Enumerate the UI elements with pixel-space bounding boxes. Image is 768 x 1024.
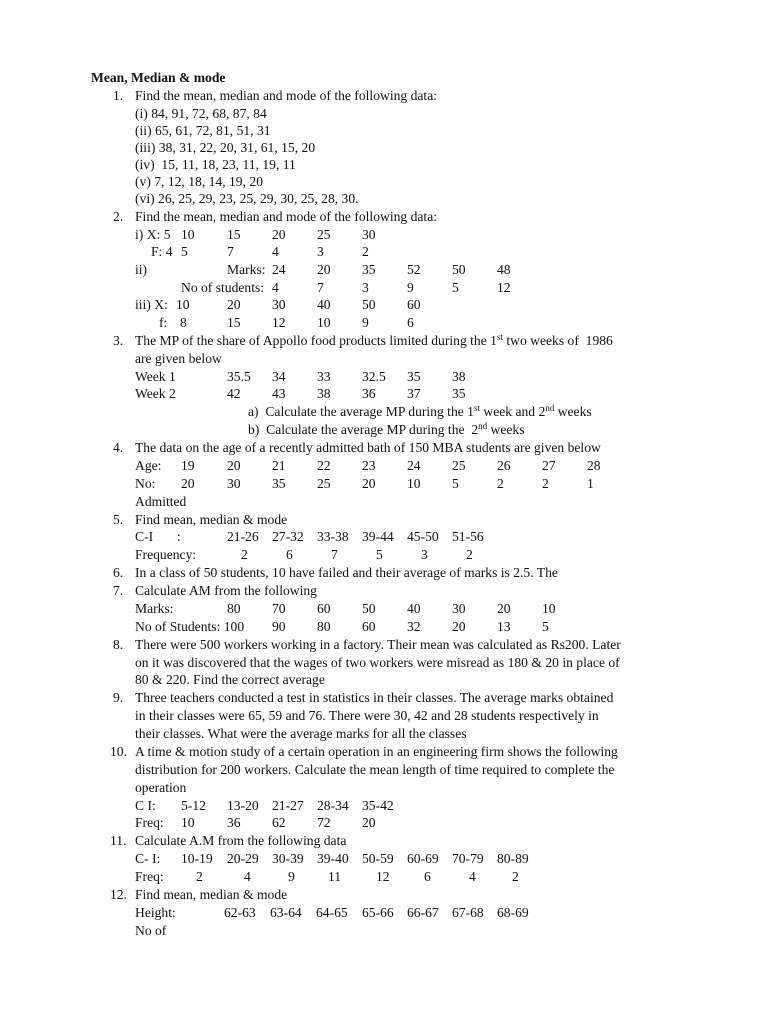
question-number-8: 8. (113, 637, 124, 652)
question-1-item: (iv) 15, 11, 18, 23, 11, 19, 11 (135, 157, 296, 172)
q2-students-label: No of students: (181, 280, 265, 295)
table-cell: 10-19 (181, 851, 213, 866)
table-cell: 60 (317, 601, 331, 616)
question-8-line: There were 500 workers working in a factory. Their mean was calculated as Rs200. Later (135, 637, 621, 652)
table-cell: 36 (362, 386, 376, 401)
q4-age-label: Age: (135, 458, 162, 473)
table-cell: 33 (317, 369, 331, 384)
question-8-line: on it was discovered that the wages of two workers were misread as 180 & 20 in place of (135, 655, 620, 670)
table-cell: 13-20 (227, 798, 259, 813)
table-cell: 38 (452, 369, 466, 384)
table-cell: 25 (317, 476, 331, 491)
question-1-prompt: Find the mean, median and mode of the following data: (135, 88, 438, 103)
table-cell: 70 (272, 601, 286, 616)
text-run: weeks (487, 422, 525, 437)
table-cell: 63-64 (270, 905, 302, 920)
table-cell: 39-40 (317, 851, 349, 866)
question-3-subpart-a (248, 403, 592, 421)
table-cell: 2 (362, 244, 369, 259)
q7-marks-label: Marks: (135, 601, 174, 616)
table-cell: 30-39 (272, 851, 304, 866)
table-cell: 22 (317, 458, 331, 473)
question-1-item: (iii) 38, 31, 22, 20, 31, 61, 15, 20 (135, 140, 316, 155)
table-cell: 21-27 (272, 798, 304, 813)
table-cell: 13 (497, 619, 511, 634)
table-cell: 24 (272, 262, 286, 277)
q2-part1-f-label: F: 4 (151, 244, 173, 259)
q2-marks-label: Marks: (227, 262, 266, 277)
question-3-subpart-b (248, 421, 525, 439)
table-cell: 2 (466, 547, 473, 562)
table-cell: 27-32 (272, 529, 304, 544)
document-title: Mean, Median & mode (91, 70, 226, 85)
table-cell: 35 (452, 386, 466, 401)
table-cell: 30 (362, 227, 376, 242)
table-cell: 50 (362, 297, 376, 312)
table-cell: 51-56 (452, 529, 484, 544)
question-9-line: Three teachers conducted a test in statistics in their classes. The average marks obtained (135, 690, 614, 705)
table-cell: 2 (241, 547, 248, 562)
table-cell: 26 (497, 458, 511, 473)
superscript: st (496, 332, 503, 342)
table-cell: 20 (497, 601, 511, 616)
q5-freq-label: Frequency: (135, 547, 197, 562)
table-cell: 12 (272, 315, 286, 330)
q10-freq-label: Freq: (135, 815, 164, 830)
table-cell: 25 (452, 458, 466, 473)
table-cell: 23 (362, 458, 376, 473)
table-cell: 70-79 (452, 851, 484, 866)
table-cell: 50 (452, 262, 466, 277)
table-cell: 35.5 (227, 369, 251, 384)
table-cell: 68-69 (497, 905, 529, 920)
table-cell: 52 (407, 262, 421, 277)
table-cell: 20 (181, 476, 195, 491)
table-cell: 60 (407, 297, 421, 312)
table-cell: 5-12 (181, 798, 206, 813)
q12-height-label: Height: (135, 905, 176, 920)
table-cell: 20 (227, 297, 241, 312)
table-cell: 2 (512, 869, 519, 884)
table-cell: 32 (407, 619, 421, 634)
question-7-prompt: Calculate AM from the following (135, 583, 317, 598)
table-cell: 35-42 (362, 798, 394, 813)
table-cell: 48 (497, 262, 511, 277)
table-cell: 45-50 (407, 529, 439, 544)
question-number-12: 12. (110, 887, 127, 902)
table-cell: 80-89 (497, 851, 529, 866)
table-cell: 15 (227, 227, 241, 242)
question-number-9: 9. (113, 690, 124, 705)
q2-part3-f-label: f: (159, 315, 168, 330)
table-cell: 21-26 (227, 529, 259, 544)
table-cell: 67-68 (452, 905, 484, 920)
table-cell: 33-38 (317, 529, 349, 544)
table-cell: 4 (469, 869, 476, 884)
table-cell: 40 (407, 601, 421, 616)
table-cell: 27 (542, 458, 556, 473)
table-cell: 65-66 (362, 905, 394, 920)
question-4-footer: Admitted (135, 494, 187, 509)
question-10-line: distribution for 200 workers. Calculate the mean length of time required to complete the (135, 762, 615, 777)
table-cell: 20-29 (227, 851, 259, 866)
question-9-line: in their classes were 65, 59 and 76. There were 30, 42 and 28 students respectively in (135, 708, 599, 723)
table-cell: 90 (272, 619, 286, 634)
question-number-4: 4. (113, 440, 124, 455)
table-cell: 3 (317, 244, 324, 259)
table-cell: 72 (317, 815, 331, 830)
question-number-2: 2. (113, 209, 124, 224)
table-cell: 30 (227, 476, 241, 491)
text-run: weeks (554, 404, 592, 419)
question-number-1: 1. (113, 88, 124, 103)
table-cell: 35 (362, 262, 376, 277)
table-cell: 35 (407, 369, 421, 384)
table-cell: 7 (331, 547, 338, 562)
q5-ci-label: C-I : (135, 529, 181, 544)
table-cell: 50 (362, 601, 376, 616)
q10-ci-label: C I: (135, 798, 156, 813)
table-cell: 20 (317, 262, 331, 277)
q3-week2-label: Week 2 (135, 386, 176, 401)
table-cell: 64-65 (316, 905, 348, 920)
question-6-text: In a class of 50 students, 10 have failed and their average of marks is 2.5. The (135, 565, 558, 580)
table-cell: 30 (452, 601, 466, 616)
question-1-item: (i) 84, 91, 72, 68, 87, 84 (135, 106, 267, 121)
table-cell: 37 (407, 386, 421, 401)
table-cell: 20 (227, 458, 241, 473)
table-cell: 3 (362, 280, 369, 295)
text-run: The MP of the share of Appollo food products limited during the 1 (135, 333, 497, 348)
table-cell: 32.5 (362, 369, 386, 384)
table-cell: 4 (272, 280, 279, 295)
table-cell: 5 (376, 547, 383, 562)
question-5-prompt: Find mean, median & mode (135, 512, 288, 527)
table-cell: 10 (317, 315, 331, 330)
question-2-prompt: Find the mean, median and mode of the following data: (135, 209, 438, 224)
table-cell: 4 (244, 869, 251, 884)
question-4-prompt: The data on the age of a recently admitted bath of 150 MBA students are given below (135, 440, 601, 455)
table-cell: 2 (497, 476, 504, 491)
table-cell: 43 (272, 386, 286, 401)
q11-freq-label: Freq: (135, 869, 164, 884)
table-cell: 20 (452, 619, 466, 634)
table-cell: 8 (180, 315, 187, 330)
table-cell: 21 (272, 458, 286, 473)
question-1-item: (vi) 26, 25, 29, 23, 25, 29, 30, 25, 28, 30. (135, 191, 359, 206)
table-cell: 24 (407, 458, 421, 473)
table-cell: 40 (317, 297, 331, 312)
table-cell: 80 (227, 601, 241, 616)
table-cell: 80 (317, 619, 331, 634)
q12-noof-label: No of (135, 923, 167, 938)
table-cell: 12 (497, 280, 511, 295)
table-cell: 25 (317, 227, 331, 242)
table-cell: 5 (452, 476, 459, 491)
table-cell: 6 (407, 315, 414, 330)
q4-no-label: No: (135, 476, 156, 491)
question-11-prompt: Calculate A.M from the following data (135, 833, 347, 848)
text-run: two weeks of 1986 (502, 333, 613, 348)
superscript: nd (545, 403, 555, 413)
question-9-line: their classes. What were the average marks for all the classes (135, 726, 467, 741)
question-number-11: 11. (110, 833, 127, 848)
table-cell: 10 (407, 476, 421, 491)
table-cell: 50-59 (362, 851, 394, 866)
question-number-10: 10. (110, 744, 127, 759)
table-cell: 1 (587, 476, 594, 491)
table-cell: 12 (376, 869, 390, 884)
table-cell: 3 (421, 547, 428, 562)
table-cell: 60-69 (407, 851, 439, 866)
q11-ci-label: C- I: (135, 851, 161, 866)
table-cell: 5 (452, 280, 459, 295)
table-cell: 66-67 (407, 905, 439, 920)
question-10-line: operation (135, 780, 187, 795)
table-cell: 5 (181, 244, 188, 259)
question-1-item: (v) 7, 12, 18, 14, 19, 20 (135, 174, 263, 189)
table-cell: 10 (181, 227, 195, 242)
text-run: a) Calculate the average MP during the 1 (248, 404, 474, 419)
question-3-line-2: are given below (135, 351, 222, 366)
table-cell: 7 (317, 280, 324, 295)
table-cell: 38 (317, 386, 331, 401)
q3-week1-label: Week 1 (135, 369, 176, 384)
table-cell: 9 (288, 869, 295, 884)
question-3-line-1 (135, 332, 613, 350)
table-cell: 2 (542, 476, 549, 491)
table-cell: 28 (587, 458, 601, 473)
q2-part1-x-label: i) X: 5 (135, 227, 171, 242)
question-8-line: 80 & 220. Find the correct average (135, 672, 325, 687)
table-cell: 2 (196, 869, 203, 884)
table-cell: 28-34 (317, 798, 349, 813)
table-cell: 62-63 (224, 905, 256, 920)
table-cell: 7 (227, 244, 234, 259)
text-run: b) Calculate the average MP during the 2 (248, 422, 479, 437)
question-number-6: 6. (113, 565, 124, 580)
table-cell: 36 (227, 815, 241, 830)
table-cell: 39-44 (362, 529, 394, 544)
table-cell: 19 (181, 458, 195, 473)
table-cell: 35 (272, 476, 286, 491)
table-cell: 10 (176, 297, 190, 312)
table-cell: 42 (227, 386, 241, 401)
table-cell: 10 (181, 815, 195, 830)
q2-part3-x-label: iii) X: (135, 297, 168, 312)
table-cell: 30 (272, 297, 286, 312)
table-cell: 9 (407, 280, 414, 295)
question-10-line: A time & motion study of a certain operation in an engineering firm shows the following (135, 744, 618, 759)
question-number-5: 5. (113, 512, 124, 527)
superscript: st (473, 403, 480, 413)
table-cell: 5 (542, 619, 549, 634)
table-cell: 15 (227, 315, 241, 330)
question-12-prompt: Find mean, median & mode (135, 887, 288, 902)
question-number-3: 3. (113, 333, 124, 348)
text-run: week and 2 (480, 404, 546, 419)
table-cell: 6 (286, 547, 293, 562)
q2-part2-label: ii) (135, 262, 148, 277)
table-cell: 11 (328, 869, 342, 884)
question-1-item: (ii) 65, 61, 72, 81, 51, 31 (135, 123, 271, 138)
table-cell: 4 (272, 244, 279, 259)
table-cell: 34 (272, 369, 286, 384)
table-cell: 20 (362, 476, 376, 491)
table-cell: 20 (362, 815, 376, 830)
table-cell: 60 (362, 619, 376, 634)
table-cell: 62 (272, 815, 286, 830)
table-cell: 10 (542, 601, 556, 616)
q7-students-label: No of Students: 100 (135, 619, 245, 634)
question-number-7: 7. (113, 583, 124, 598)
table-cell: 9 (362, 315, 369, 330)
table-cell: 6 (424, 869, 431, 884)
superscript: nd (478, 421, 488, 431)
table-cell: 20 (272, 227, 286, 242)
